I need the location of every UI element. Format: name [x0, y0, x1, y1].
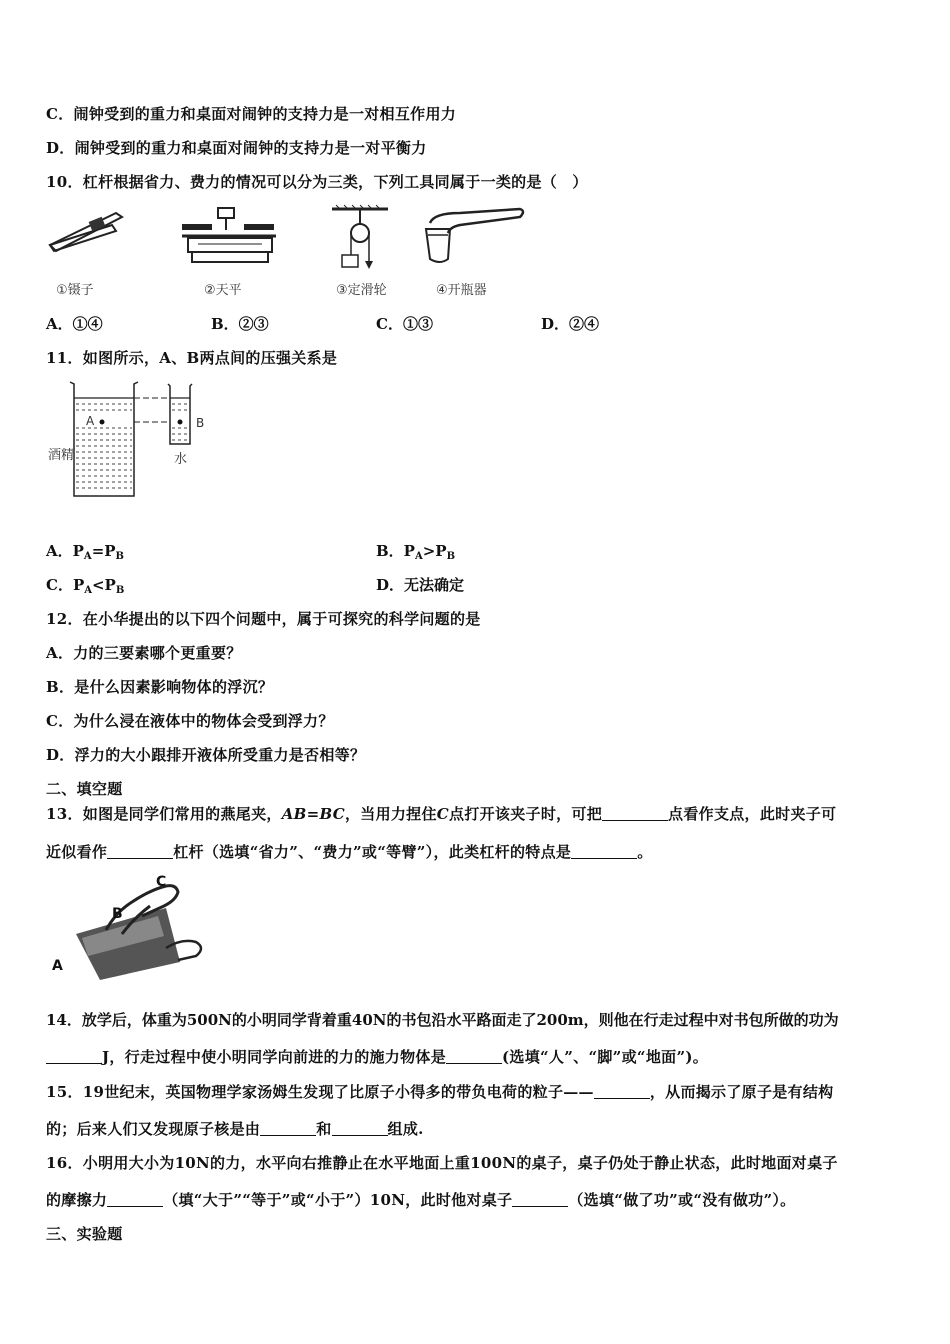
point-a-label: A	[86, 414, 95, 428]
q16-line1: 16．小明用大小为10N的力，水平向右推静止在水平地面上重100N的桌子，桌子仍处于静止状态，此时地面对桌子	[46, 1154, 838, 1172]
pressure-figure	[46, 376, 211, 504]
q10-option-a: A．①④	[46, 315, 103, 333]
q14-line1: 14．放学后，体重为500N的小明同学背着重40N的书包沿水平路面走了200m，则他在行走过程中对书包所做的功为	[46, 1011, 839, 1029]
tweezers-caption: ①镊子	[56, 283, 94, 298]
balance-icon	[178, 200, 282, 270]
q15-blank-1[interactable]	[594, 1084, 650, 1099]
alcohol-label: 酒精	[48, 448, 75, 463]
q11-stem: 11．如图所示，A、B两点间的压强关系是	[46, 349, 338, 367]
q12-option-b: B．是什么因素影响物体的浮沉？	[46, 678, 274, 696]
clip-label-a: A	[52, 958, 63, 974]
bottle-opener-caption: ④开瓶器	[436, 283, 487, 298]
clip-label-c: C	[156, 874, 167, 890]
q13-line1: 13．如图是同学们常用的燕尾夹，AB=BC，当用力捏住C点打开该夹子时，可把 点看作支点，此时夹子可	[46, 805, 837, 823]
q12-option-a: A．力的三要素哪个更重要？	[46, 644, 242, 662]
q10-option-b: B．②③	[211, 315, 269, 333]
q10-option-d: D．②④	[541, 315, 600, 333]
q13-blank-1[interactable]	[602, 806, 668, 821]
pulley-caption: ③定滑轮	[336, 283, 387, 298]
q9-option-c: C．闹钟受到的重力和桌面对闹钟的支持力是一对相互作用力	[46, 105, 457, 123]
q15-blank-2[interactable]	[260, 1121, 316, 1136]
q16-blank-1[interactable]	[107, 1192, 163, 1207]
q13-blank-2[interactable]	[107, 844, 173, 859]
q15-line2: 的；后来人们又发现原子核是由 和 组成.	[46, 1120, 424, 1138]
tweezers-icon	[46, 205, 126, 265]
q13-blank-3[interactable]	[571, 844, 637, 859]
q14-blank-2[interactable]	[446, 1049, 502, 1064]
q16-line2: 的摩擦力 （填“大于”“等于”或“小于”）10N，此时他对桌子 （选填“做了功”或“没有做功”）。	[46, 1191, 796, 1209]
q10-option-c: C．①③	[376, 315, 433, 333]
q11-option-b: B．$P_A>P_B$	[376, 542, 456, 562]
q15-blank-3[interactable]	[332, 1121, 388, 1136]
q11-option-d: D．无法确定	[376, 576, 465, 594]
q14-line2: J，行走过程中使小明同学向前进的力的施力物体是 (选填“人”、“脚”或“地面”)。	[46, 1046, 708, 1067]
section-fill-in-heading: 二、填空题	[46, 780, 123, 798]
q11-option-a: A．$P_A=P_B$	[46, 542, 124, 562]
clip-label-b: B	[112, 906, 123, 922]
q15-line1: 15．19世纪末，英国物理学家汤姆生发现了比原子小得多的带负电荷的粒子—— ，从而揭示了原子是有结构	[46, 1083, 834, 1101]
binder-clip-figure	[46, 872, 208, 990]
q12-option-d: D．浮力的大小跟排开液体所受重力是否相等？	[46, 746, 366, 764]
pulley-icon	[330, 203, 390, 273]
q12-stem: 12．在小华提出的以下四个问题中，属于可探究的科学问题的是	[46, 610, 481, 628]
q14-blank-1[interactable]	[46, 1049, 102, 1064]
q12-option-c: C．为什么浸在液体中的物体会受到浮力？	[46, 712, 334, 730]
bottle-opener-icon	[420, 203, 530, 273]
q11-option-c: C．$P_A<P_B$	[46, 576, 125, 596]
point-b-label: B	[196, 416, 205, 430]
water-label: 水	[174, 452, 188, 467]
balance-caption: ②天平	[204, 283, 242, 298]
section-experiment-heading: 三、实验题	[46, 1225, 123, 1243]
q9-option-d: D．闹钟受到的重力和桌面对闹钟的支持力是一对平衡力	[46, 139, 427, 157]
q16-blank-2[interactable]	[512, 1192, 568, 1207]
q10-stem: 10．杠杆根据省力、费力的情况可以分为三类，下列工具同属于一类的是（ ）	[46, 173, 588, 191]
q13-line2: 近似看作 杠杆（选填“省力”、“费力”或“等臂”），此类杠杆的特点是 。	[46, 843, 653, 861]
